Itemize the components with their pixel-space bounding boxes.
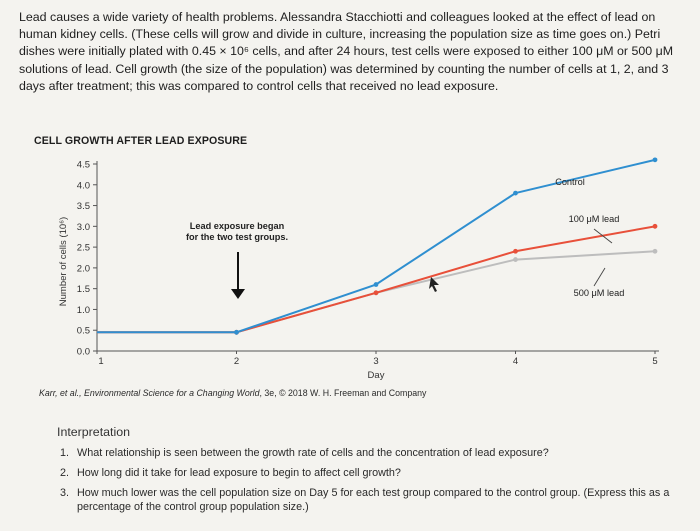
- y-tick-label: 3.0: [76, 221, 90, 233]
- question-text: How much lower was the cell population size on Day 5 for each test group compared to the control group. (Express this as a percentage of the control group population size.): [77, 487, 670, 513]
- chart-title: CELL GROWTH AFTER LEAD EXPOSURE: [34, 135, 248, 147]
- x-tick-label: 5: [652, 356, 658, 367]
- question-number: 1.: [60, 447, 70, 459]
- y-tick-label: 4.0: [76, 180, 90, 192]
- y-tick-label: 0.0: [76, 346, 90, 358]
- figure-credit: [39, 388, 426, 398]
- x-tick-label: 2: [233, 356, 240, 367]
- credit-authors: Karr, et al.,: [39, 388, 84, 398]
- y-tick-label: 0.5: [76, 325, 90, 337]
- series-label-control: Control: [555, 177, 585, 187]
- y-tick-label: 2.0: [76, 263, 90, 275]
- question-number: 2.: [60, 467, 70, 479]
- data-point: [653, 249, 658, 254]
- question-text: How long did it take for lead exposure to begin to affect cell growth?: [77, 467, 401, 479]
- data-point: [653, 157, 658, 162]
- data-point: [513, 257, 518, 262]
- question-item: [60, 446, 670, 460]
- question-item: [60, 466, 670, 480]
- leader-line-500um: [594, 268, 605, 286]
- annotation-text: for the two test groups.: [185, 232, 289, 242]
- annotation-arrow-head: [231, 289, 245, 299]
- x-axis: [97, 351, 659, 381]
- y-tick-label: 1.5: [76, 284, 90, 296]
- intro-paragraph: Lead causes a wide variety of health problems. Alessandra Stacchiotti and colleagues looked at the effect of lead on human kidney cells. (These cells will grow and divide in culture, increasing the population size as time goes on.) Petri dishes were initially plated with 0.45 × 10⁶ cells, and after 24 hours, test cells were exposed to either 100 μM or 500 μM solutions of lead. Cell growth (the size of the population) was determined by counting the number of cells at 1, 2, and 3 days after treatment; this was compared to control cells that received no lead exposure.: [19, 10, 674, 93]
- y-tick-label: 4.5: [76, 159, 90, 171]
- series-line: [97, 226, 655, 332]
- question-list: [60, 446, 670, 520]
- y-tick-label: 2.5: [76, 242, 90, 254]
- y-axis-label: Number of cells (10⁶): [58, 216, 69, 307]
- question-item: [60, 486, 670, 514]
- credit-book: Environmental Science for a Changing World: [83, 388, 260, 398]
- y-tick-label: 1.0: [76, 304, 90, 316]
- x-tick-label: 3: [373, 356, 379, 367]
- question-number: 3.: [60, 487, 70, 499]
- labels-layer: [186, 177, 624, 299]
- x-tick-label: 4: [512, 356, 519, 367]
- data-point: [653, 224, 658, 229]
- y-tick-label: 3.5: [76, 201, 90, 213]
- y-axis: [58, 160, 97, 358]
- x-tick-label: 1: [98, 356, 104, 367]
- interpretation-heading: Interpretation: [57, 425, 131, 439]
- data-point: [374, 290, 379, 295]
- series-label-100um: 100 μM lead: [568, 214, 620, 224]
- question-text: What relationship is seen between the growth rate of cells and the concentration of lead exposure?: [77, 447, 549, 459]
- series-label-500um: 500 μM lead: [573, 288, 625, 298]
- credit-rest: , 3e, © 2018 W. H. Freeman and Company: [259, 388, 427, 398]
- data-point: [374, 282, 379, 287]
- x-axis-label: Day: [367, 370, 385, 381]
- data-point: [234, 330, 239, 335]
- data-point: [513, 191, 518, 196]
- data-point: [513, 249, 518, 254]
- annotation-text: Lead exposure began: [189, 221, 285, 231]
